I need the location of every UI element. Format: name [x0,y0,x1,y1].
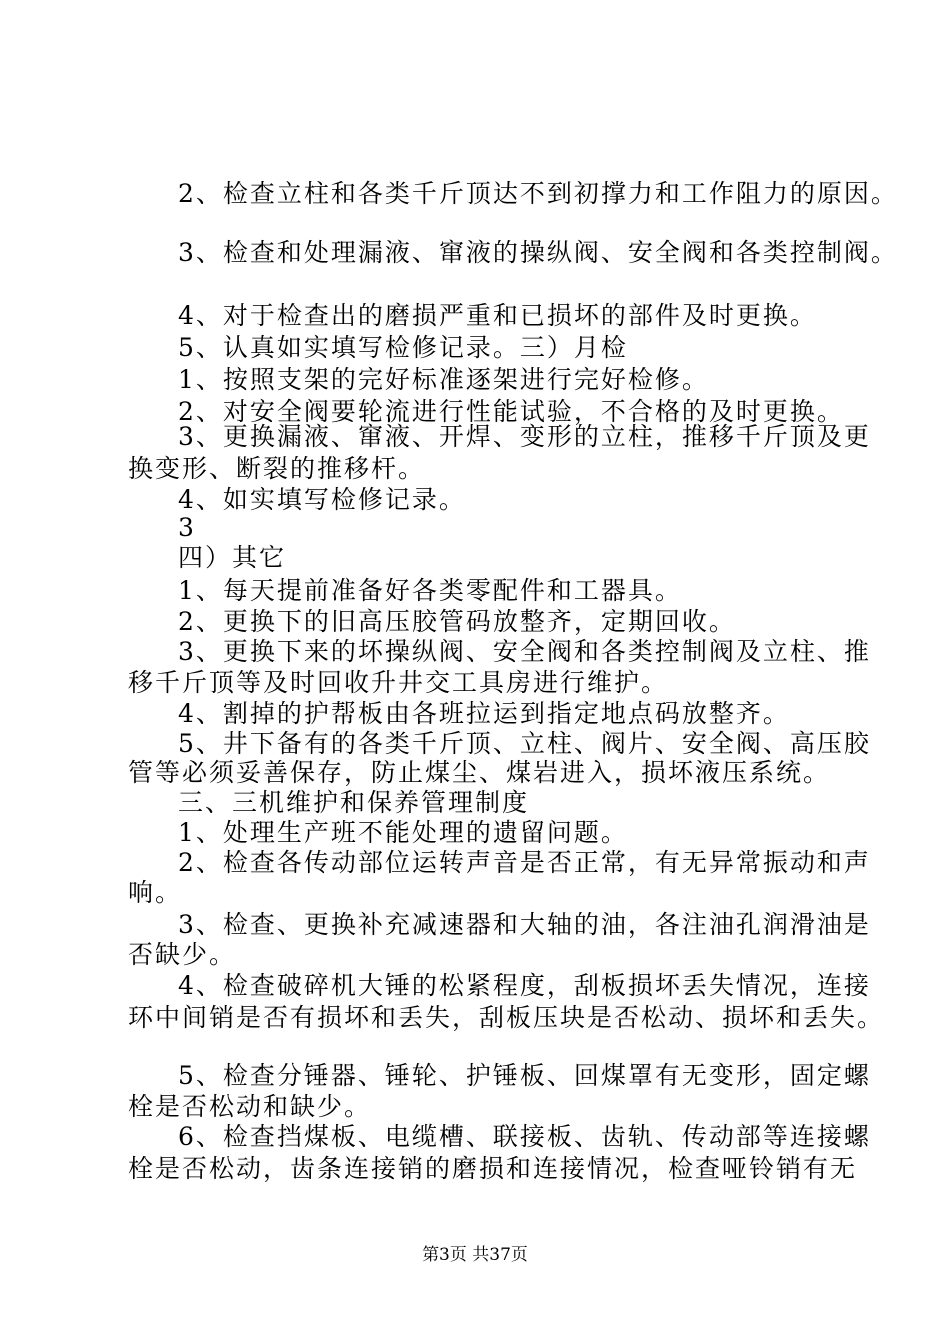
section-heading-other: 四）其它 [178,543,287,572]
text-line-26: 环中间销是否有损坏和丢失，刮板压块是否松动、损坏和丢失。 [128,1003,885,1032]
text-line-17: 5、井下备有的各类千斤顶、立柱、阀片、安全阀、高压胶 [178,729,871,758]
text-line-6: 2、对安全阀要轮流进行性能试验，不合格的及时更换。 [178,397,844,426]
text-line-1: 2、检查立柱和各类千斤顶达不到初撑力和工作阻力的原因。 [178,179,898,208]
text-line-25: 4、检查破碎机大锤的松紧程度，刮板损坏丢失情况，连接 [178,971,871,1000]
text-line-7: 3、更换漏液、窜液、开焊、变形的立柱，推移千斤顶及更 [178,422,871,451]
text-line-9: 4、如实填写检修记录。 [178,485,466,514]
text-line-5: 1、按照支架的完好标准逐架进行完好检修。 [178,365,709,394]
text-line-22: 响。 [128,878,183,907]
text-line-4: 5、认真如实填写检修记录。三）月检 [178,333,628,362]
text-line-27: 5、检查分锤器、锤轮、护锤板、回煤罩有无变形，固定螺 [178,1061,871,1090]
text-line-16: 4、割掉的护帮板由各班拉运到指定地点码放整齐。 [178,699,790,728]
text-line-2: 3、检查和处理漏液、窜液的操纵阀、安全阀和各类控制阀。 [178,238,898,267]
text-line-10: 3 [178,513,196,542]
text-line-28: 栓是否松动和缺少。 [128,1092,372,1121]
text-line-13: 2、更换下的旧高压胶管码放整齐，定期回收。 [178,607,736,636]
text-line-21: 2、检查各传动部位运转声音是否正常，有无异常振动和声 [178,848,871,877]
text-line-14: 3、更换下来的坏操纵阀、安全阀和各类控制阀及立柱、推 [178,637,871,666]
text-line-12: 1、每天提前准备好各类零配件和工器具。 [178,576,682,605]
text-line-15: 移千斤顶等及时回收升井交工具房进行维护。 [128,668,669,697]
text-line-24: 否缺少。 [128,940,237,969]
text-line-29: 6、检查挡煤板、电缆槽、联接板、齿轨、传动部等连接螺 [178,1122,871,1151]
text-line-20: 1、处理生产班不能处理的遗留问题。 [178,818,628,847]
text-line-18: 管等必须妥善保存，防止煤尘、煤岩进入，损坏液压系统。 [128,758,831,787]
text-line-8: 换变形、断裂的推移杆。 [128,454,426,483]
section-heading-three-machines: 三、三机维护和保养管理制度 [178,788,530,817]
page-footer: 第3页 共37页 [422,1245,528,1265]
text-line-30: 栓是否松动，齿条连接销的磨损和连接情况，检查哑铃销有无 [128,1154,858,1183]
text-line-3: 4、对于检查出的磨损严重和已损坏的部件及时更换。 [178,301,817,330]
text-line-23: 3、检查、更换补充减速器和大轴的油，各注油孔润滑油是 [178,910,871,939]
